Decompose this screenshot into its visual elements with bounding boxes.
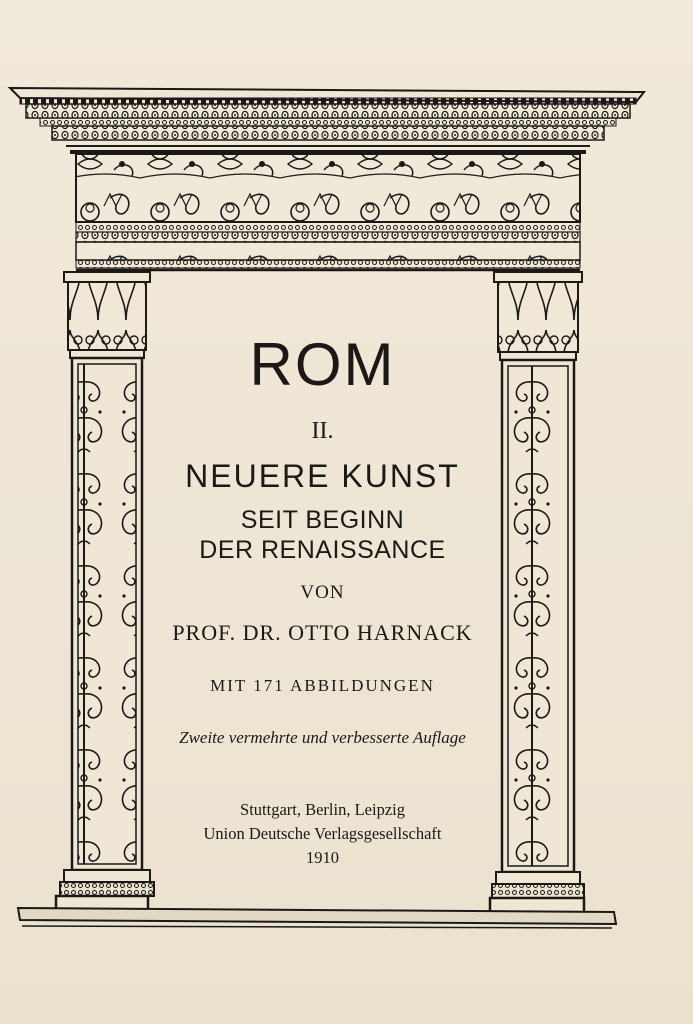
subtitle-line-2: SEIT BEGINN	[240, 506, 405, 534]
publication-year: 1910	[306, 848, 339, 867]
book-title: ROM	[249, 331, 396, 398]
subtitle-line-1: NEUERE KUNST	[185, 458, 460, 494]
author-name: PROF. DR. OTTO HARNACK	[172, 620, 473, 645]
entablature	[10, 88, 644, 270]
subtitle-line-3: DER RENAISSANCE	[199, 536, 446, 564]
left-pilaster	[56, 272, 154, 912]
publisher-name: Union Deutsche Verlagsgesellschaft	[203, 824, 442, 843]
illustrations-note: MIT 171 ABBILDUNGEN	[210, 676, 435, 695]
base-plinth	[18, 908, 616, 928]
publication-place: Stuttgart, Berlin, Leipzig	[240, 800, 405, 819]
right-pilaster	[490, 272, 584, 914]
by-label: VON	[300, 582, 345, 603]
volume-number: II.	[311, 418, 334, 444]
edition-note: Zweite vermehrte und verbesserte Auflage	[179, 728, 466, 747]
